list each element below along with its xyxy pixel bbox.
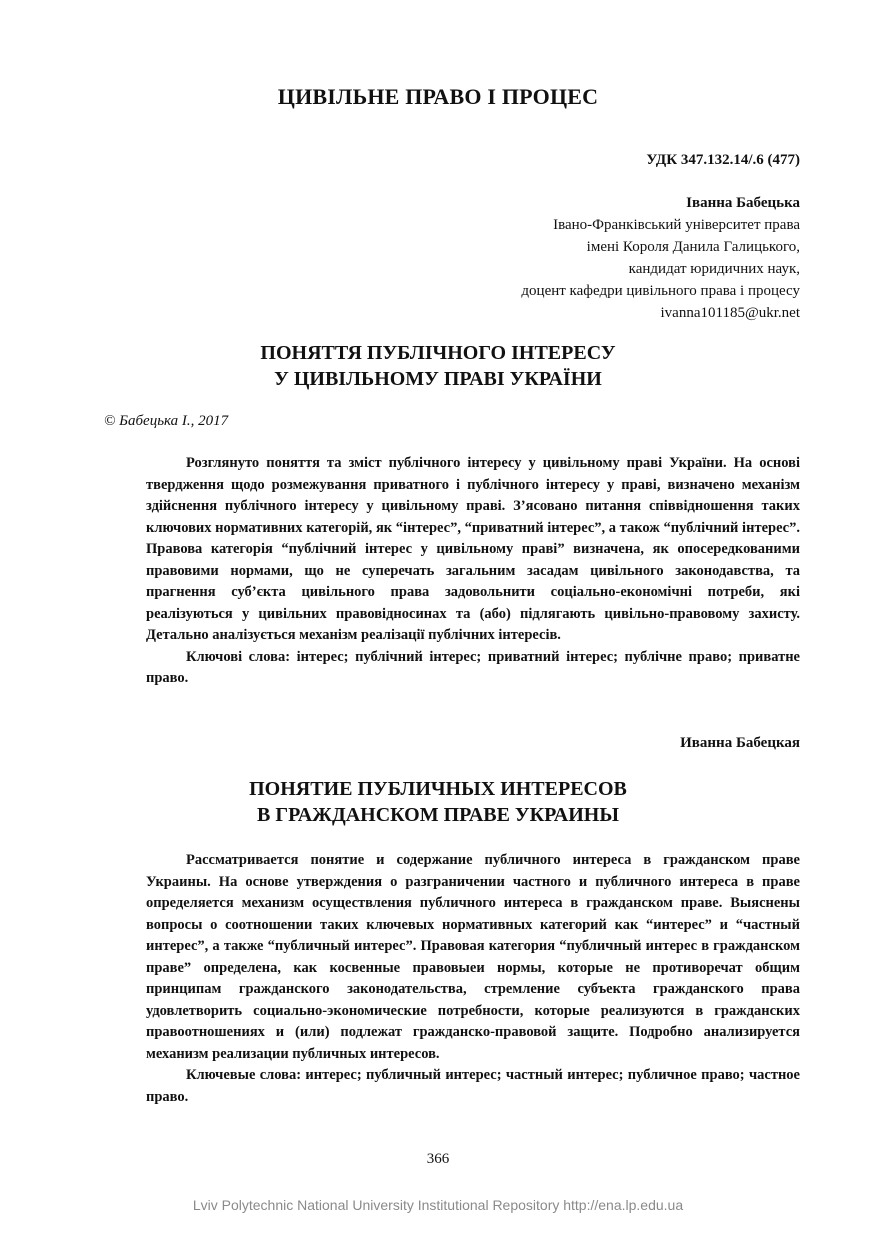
- author-affiliation-line: імені Короля Данила Галицького,: [586, 239, 800, 255]
- repository-footer: Lviv Polytechnic National University Institutional Repository http://ena.lp.edu.ua: [192, 1197, 684, 1213]
- article-title-ru: [0, 776, 876, 828]
- keywords-ru: Ключевые слова: интерес; публичный интерес; частный интерес; публичное право; частное право.: [146, 1067, 800, 1105]
- abstract-uk-text: Розглянуто поняття та зміст публічного інтересу у цивільному праві України. На основі твердження щодо розмежування приватного і публічного інтересу у праві, визначено механізм здійснення публічного інтересу у цивільному праві. З’ясовано питання співвідношення таких ключових нормативних категорій, як “інтерес”, “приватний інтерес”, а також “публічний інтерес”. Правова категорія “публічний інтерес у цивільному праві” визначена, як опосередкованими правовими нормами, що не суперечать загальним засадам цивільного законодавства, та прагнення суб’єкта цивільного права задовольнити соціально-економічні потреби, які реалізуються у цивільних правовідносинах та (або) підлягають цивільно-правовому захисту. Детально аналізується механізм реалізації публічних інтересів.: [146, 455, 800, 643]
- article-title-line: ПОНЯТИЕ ПУБЛИЧНЫХ ИНТЕРЕСОВ: [249, 778, 627, 800]
- keywords-uk: Ключові слова: інтерес; публічний інтерес; приватний інтерес; публічне право; приватне право.: [146, 648, 800, 686]
- abstract-ru-text: Рассматривается понятие и содержание публичного интереса в гражданском праве Украины. На основе утверждения о разграничении частного и публичного интереса в праве определяется механизм осуществления публичного интереса в гражданском праве. Выяснены вопросы о соотношении таких ключевых нормативных категорий как “интерес” и “частный интерес”, а также “публичный интерес”. Правовая категория “публичный интерес в гражданском праве” определена, как косвенные правовыеи нормы, которые не противоречат общим принципам гражданского законодательства, стремление субъекта гражданского права удовлетворить социально-экономические потребности, которые реализуются в гражданских правоотношениях и (или) подлежат гражданско-правовой защите. Подробно анализируется механизм реализации публичных интересов.: [146, 852, 800, 1062]
- copyright-note: © Бабецька І., 2017: [104, 413, 229, 429]
- author-name-ru: Иванна Бабецкая: [680, 735, 800, 751]
- udk-code: УДК 347.132.14/.6 (477): [646, 152, 800, 168]
- article-title-line: У ЦИВІЛЬНОМУ ПРАВІ УКРАЇНИ: [274, 368, 602, 390]
- author-name: Іванна Бабецька: [686, 195, 800, 211]
- article-title-line: ПОНЯТТЯ ПУБЛІЧНОГО ІНТЕРЕСУ: [260, 342, 616, 364]
- author-affiliation-line: доцент кафедри цивільного права і процесу: [521, 283, 800, 299]
- abstract-uk: [146, 453, 800, 690]
- author-email: ivanna101185@ukr.net: [660, 305, 800, 321]
- section-title: ЦИВІЛЬНЕ ПРАВО І ПРОЦЕС: [277, 84, 599, 109]
- page-number: 366: [426, 1151, 450, 1167]
- article-title-uk: [0, 340, 876, 392]
- author-affiliation-line: Івано-Франківський університет права: [553, 217, 800, 233]
- author-block: [521, 192, 800, 324]
- author-affiliation-line: кандидат юридичних наук,: [628, 261, 800, 277]
- abstract-ru: [146, 850, 800, 1108]
- article-title-line: В ГРАЖДАНСКОМ ПРАВЕ УКРАИНЫ: [257, 804, 619, 826]
